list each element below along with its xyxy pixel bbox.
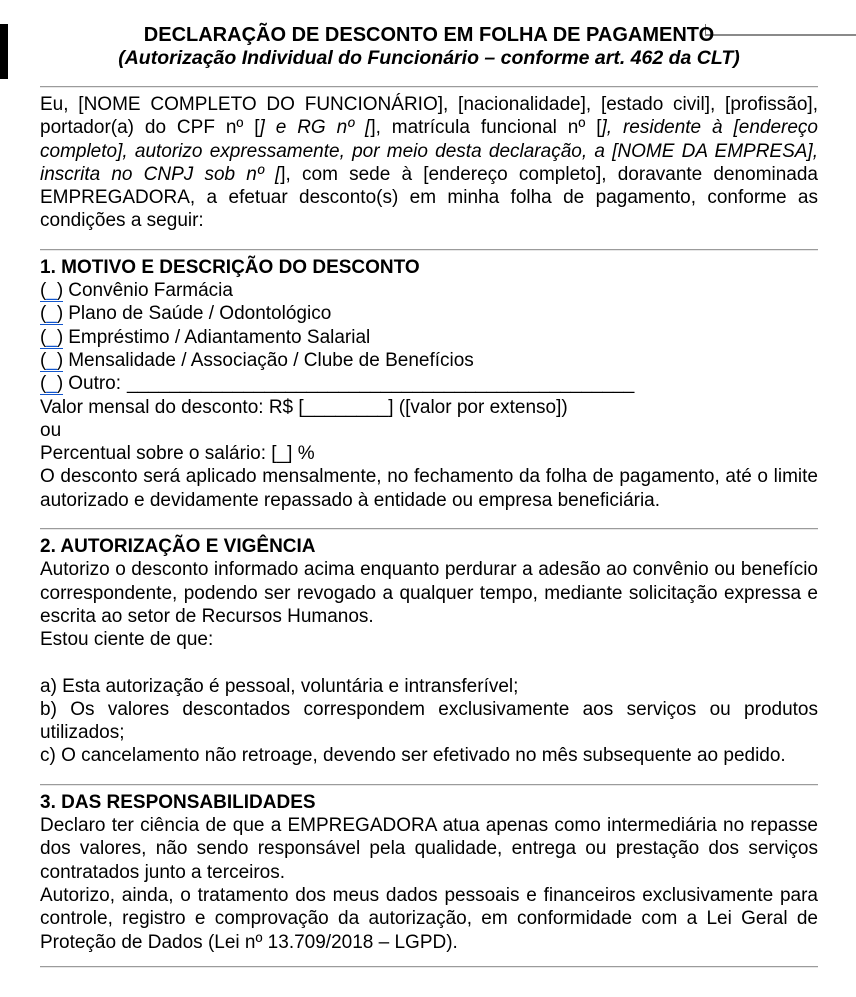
divider-rule: [40, 86, 818, 88]
divider-rule: [40, 528, 818, 530]
section3-paragraph-2: Autorizo, ainda, o tratamento dos meus dados pessoais e financeiros exclusivamente para controle, registro e comprovação da autorização, em conformidade com a Lei Geral de Proteção de Dados (Lei nº 13.709/2018 – LGPD).: [40, 884, 818, 953]
other-fill-line: ________________________________________________: [127, 373, 635, 395]
option-row: [40, 349, 818, 372]
option-label: Convênio Farmácia: [68, 280, 233, 302]
document-subtitle: (Autorização Individual do Funcionário – conforme art. 462 da CLT): [118, 47, 740, 69]
item-c: c) O cancelamento não retroage, devendo ser efetivado no mês subsequente ao pedido.: [40, 745, 786, 767]
option-label: Empréstimo / Adiantamento Salarial: [68, 326, 371, 348]
document-page: [0, 24, 856, 997]
percentual-line: Percentual sobre o salário: [_] %: [40, 443, 315, 465]
section3-heading: 3. DAS RESPONSABILIDADES: [40, 791, 316, 813]
option-label: Mensalidade / Associação / Clube de Benefícios: [68, 349, 474, 371]
checkbox-open-paren: (: [40, 303, 47, 325]
divider-rule-bottom: [40, 966, 818, 968]
option-row: [40, 326, 818, 349]
checkbox-close-paren: ): [56, 303, 64, 325]
ciente-line: Estou ciente de que:: [40, 629, 214, 651]
ou-line: ou: [40, 419, 62, 441]
checkbox-blank: _: [46, 326, 57, 348]
checkbox-close-paren: ): [56, 280, 64, 302]
option-row: [40, 279, 818, 302]
intro-text-regular: ], matrícula funcional nº [: [370, 117, 602, 139]
intro-text-regular: ], com sede à [endereço completo], doravante denominada EMPREGADORA, a efetuar desconto(s) em minha folha de pagamento, conforme as condições a seguir:: [40, 163, 819, 232]
section2-paragraph: Autorizo o desconto informado acima enquanto perdurar a adesão ao convênio ou benefício correspondente, podendo ser revogado a qualquer tempo, mediante solicitação expressa e escrita ao setor de Recursos Humanos.: [40, 559, 818, 627]
checkbox-marker[interactable]: [40, 281, 63, 302]
option-row-other: [40, 372, 818, 395]
checkbox-blank: _: [46, 280, 57, 302]
intro-text-italic: ] e RG nº [: [259, 117, 371, 139]
checkbox-close-paren: ): [56, 349, 64, 371]
divider-rule: [40, 249, 818, 251]
option-row: [40, 302, 818, 325]
divider-rule: [40, 784, 818, 786]
item-a: a) Esta autorização é pessoal, voluntária e intransferível;: [40, 675, 519, 697]
intro-text-italic: ], residente à [endereço completo], autorizo expressamente, por meio desta declaração, a [NOME DA EMPRESA], inscrita no CNPJ sob nº [: [40, 117, 818, 185]
option-label: Plano de Saúde / Odontológico: [68, 303, 332, 325]
checkbox-open-paren: (: [40, 326, 47, 348]
document-title: DECLARAÇÃO DE DESCONTO EM FOLHA DE PAGAMENTO: [143, 24, 715, 46]
blank-line: [40, 652, 818, 675]
checkbox-open-paren: (: [40, 349, 47, 371]
item-b: b) Os valores descontados correspondem exclusivamente aos serviços ou produtos utilizados;: [40, 698, 818, 744]
checkbox-open-paren: (: [40, 373, 47, 395]
checkbox-blank: _: [46, 303, 57, 325]
intro-paragraph: [40, 93, 818, 233]
section1-note: O desconto será aplicado mensalmente, no fechamento da folha de pagamento, até o limite autorizado e devidamente repassado à entidade ou empresa beneficiária.: [40, 466, 818, 511]
checkbox-close-paren: ): [56, 373, 64, 395]
checkbox-close-paren: ): [56, 326, 64, 348]
checkbox-blank: _: [46, 373, 57, 395]
checkbox-marker[interactable]: [40, 328, 63, 349]
checkbox-marker[interactable]: [40, 351, 63, 372]
checkbox-marker[interactable]: [40, 374, 63, 395]
option-label: Outro:: [68, 373, 122, 395]
checkbox-marker[interactable]: [40, 304, 63, 325]
valor-mensal-line: Valor mensal do desconto: R$ [________] ([valor por extenso]): [40, 396, 568, 418]
section2-heading: 2. AUTORIZAÇÃO E VIGÊNCIA: [40, 536, 316, 558]
checkbox-blank: _: [46, 349, 57, 371]
checkbox-open-paren: (: [40, 280, 47, 302]
section3-paragraph-1: Declaro ter ciência de que a EMPREGADORA atua apenas como intermediária no repasse dos valores, não sendo responsável pela qualidade, entrega ou prestação dos serviços contratados junto a terceiros.: [40, 815, 818, 883]
intro-text-regular: Eu, [NOME COMPLETO DO FUNCIONÁRIO], [nacionalidade], [estado civil], [profissão], portador(a) do CPF nº [: [40, 94, 818, 139]
section1-heading: 1. MOTIVO E DESCRIÇÃO DO DESCONTO: [40, 256, 420, 278]
